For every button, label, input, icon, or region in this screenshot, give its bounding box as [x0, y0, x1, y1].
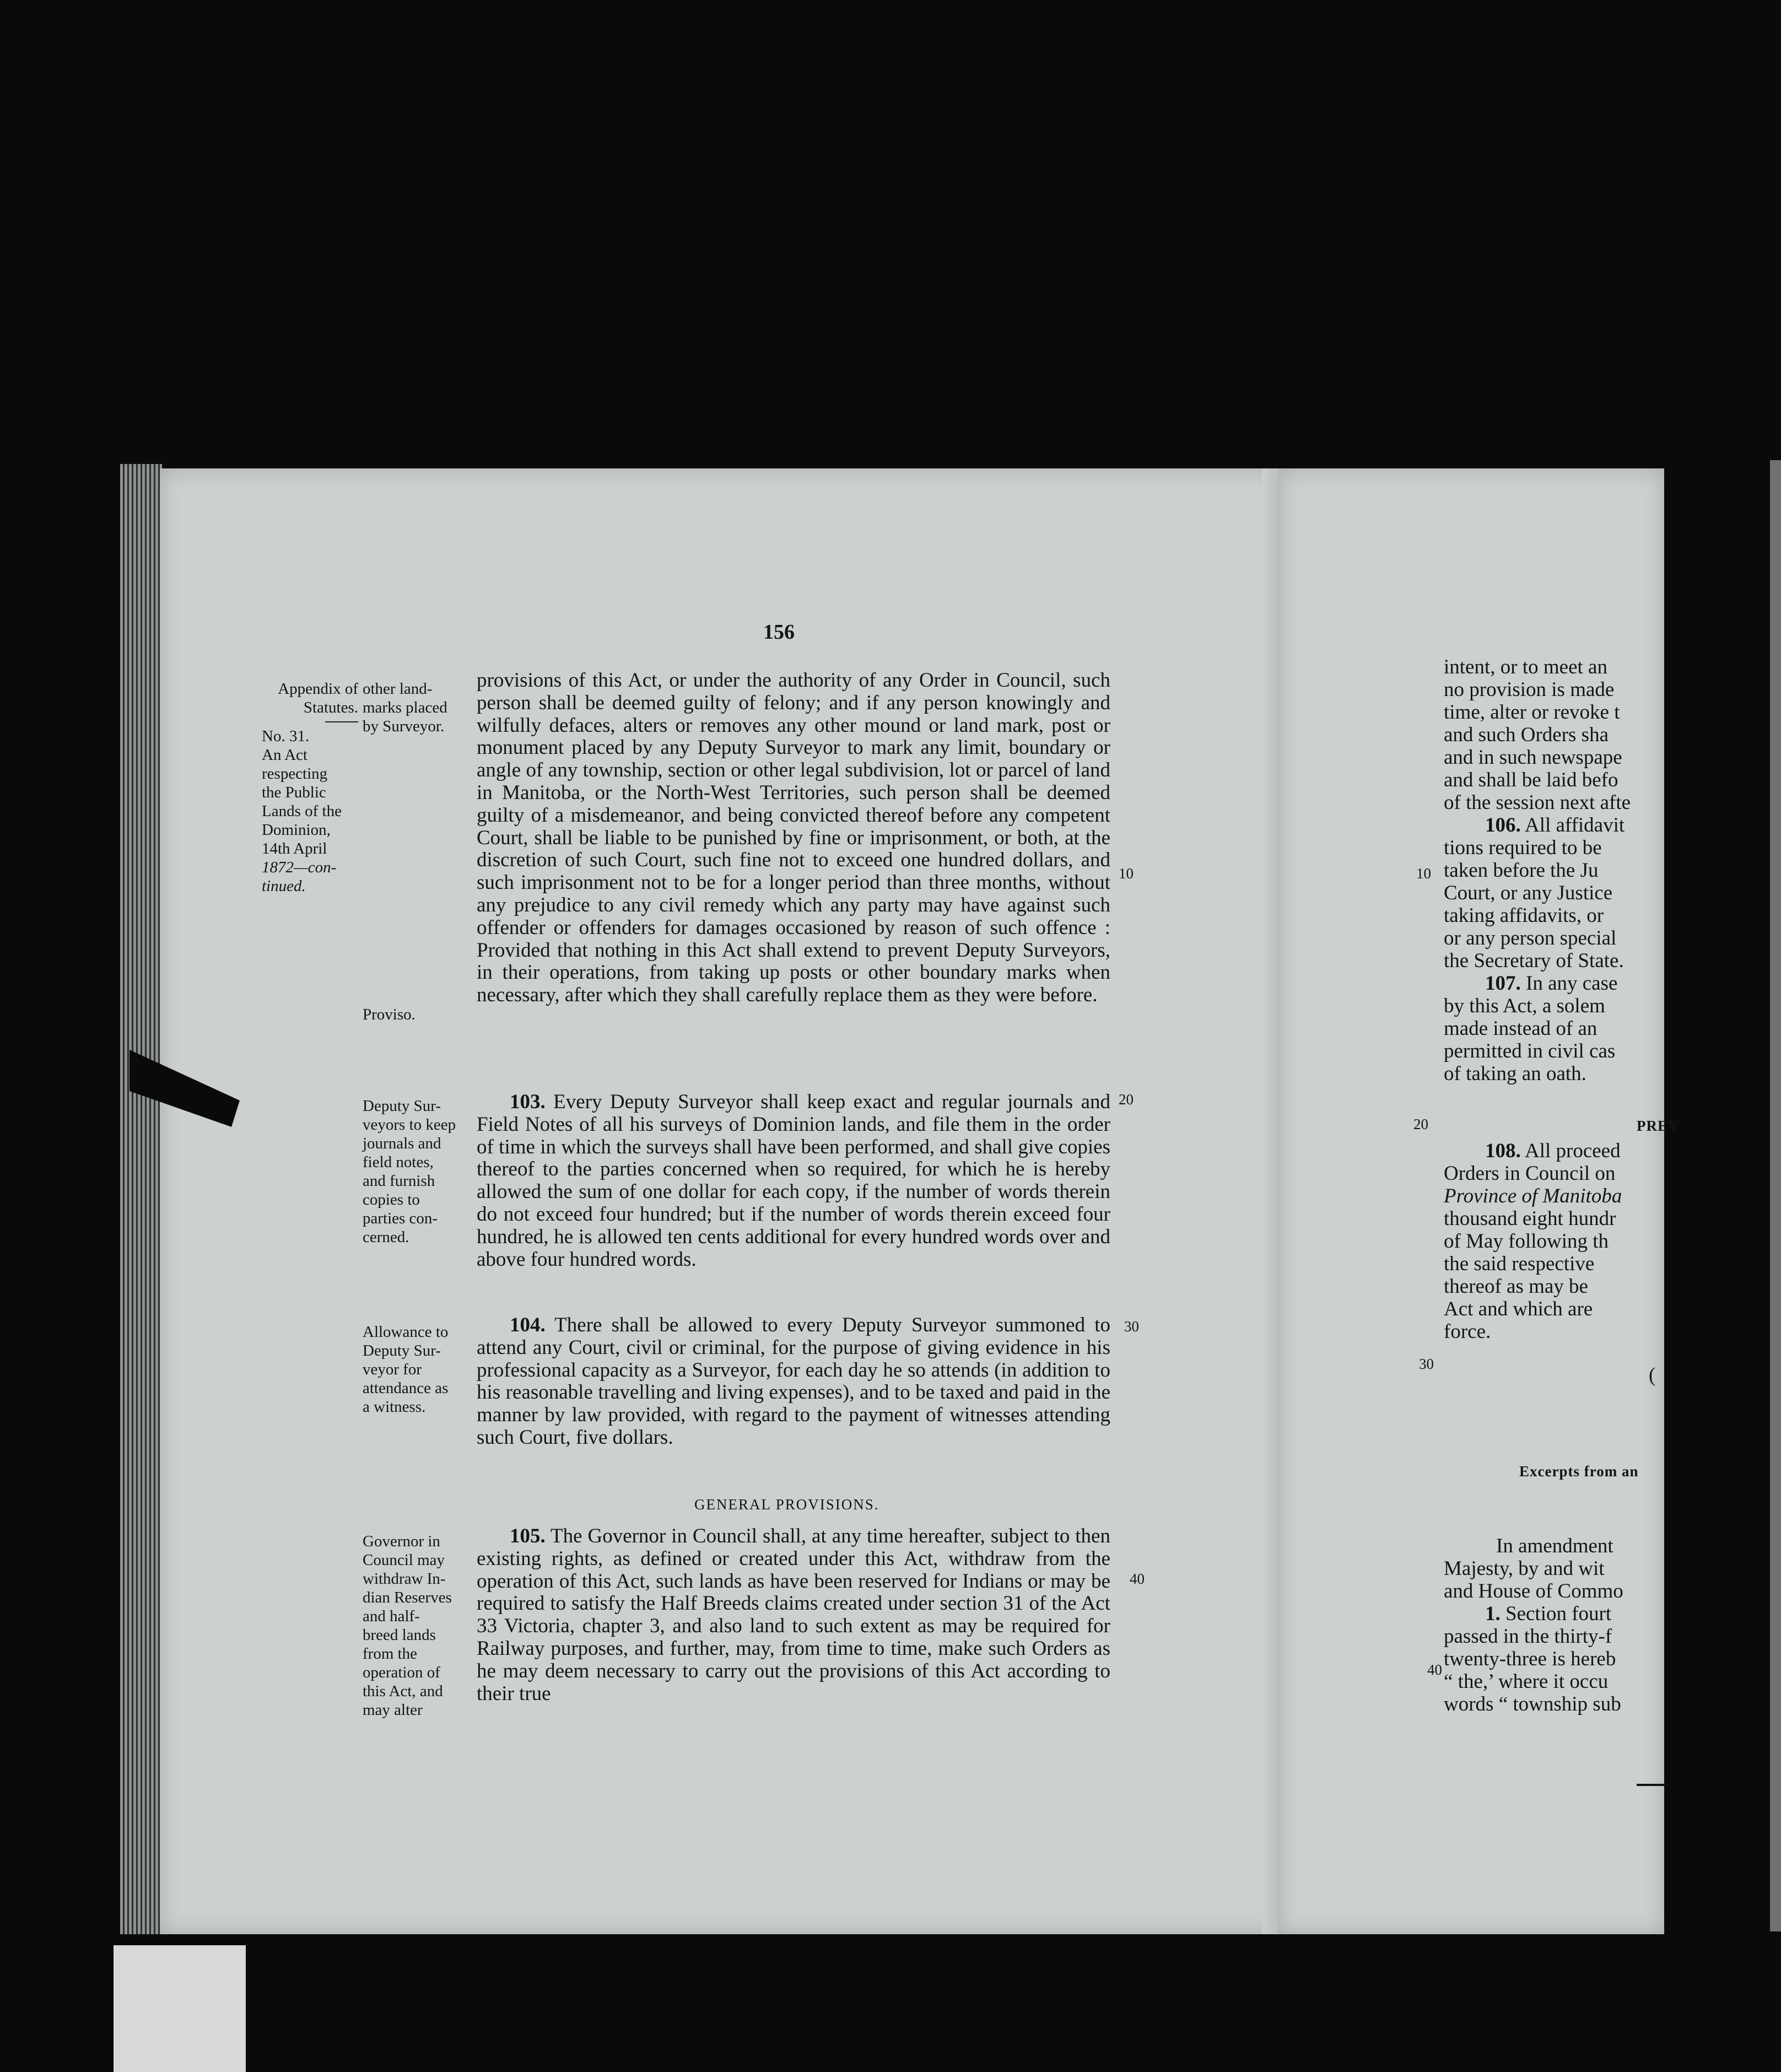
side-note-line: marks placed: [363, 699, 447, 716]
section-number: 103.: [510, 1091, 546, 1113]
margin-rule: [325, 721, 358, 722]
right-line: force.: [1444, 1320, 1491, 1343]
right-paren-partial: (: [1649, 1364, 1656, 1386]
right-line: by this Act, a solem: [1444, 995, 1605, 1017]
page-edges: [120, 464, 162, 1934]
side-note-line: dian Reserves: [363, 1589, 452, 1606]
side-note-line: from the: [363, 1645, 418, 1663]
right-line: [1444, 1140, 1622, 1162]
right-line: intent, or to meet an: [1444, 656, 1607, 678]
right-text-block: [1444, 656, 1631, 1085]
section-103: [477, 1091, 1110, 1271]
section-number: 108.: [1485, 1140, 1521, 1162]
act-ref-line: No. 31.: [262, 727, 310, 745]
right-line: words “ township sub: [1444, 1693, 1621, 1715]
line-number: 20: [1119, 1091, 1134, 1108]
right-line: [1444, 1535, 1623, 1557]
side-note-journals: [363, 1097, 456, 1247]
right-line: [1444, 972, 1631, 995]
line-number: 40: [1130, 1571, 1145, 1587]
side-note-line: Proviso.: [363, 1006, 415, 1023]
side-note-line: veyors to keep: [363, 1116, 456, 1134]
right-line-text: All proceed: [1524, 1140, 1621, 1162]
right-line: Court, or any Justice: [1444, 882, 1613, 904]
right-line: of taking an oath.: [1444, 1062, 1586, 1085]
act-reference: [262, 727, 358, 895]
right-line: Province of Manitoba: [1444, 1185, 1622, 1207]
right-line: taking affidavits, or: [1444, 904, 1604, 927]
right-line: twenty-three is hereb: [1444, 1648, 1616, 1670]
section-number: 105.: [510, 1525, 546, 1547]
side-note-line: field notes,: [363, 1153, 434, 1171]
side-note-governor: [363, 1532, 452, 1719]
page-number: 156: [763, 620, 795, 644]
line-number: 40: [1427, 1661, 1442, 1678]
right-line: or any person special: [1444, 927, 1617, 949]
side-note-line: parties con-: [363, 1210, 438, 1227]
side-note-line: Council may: [363, 1551, 445, 1569]
side-note-line: a witness.: [363, 1398, 426, 1416]
next-page-edge: [1770, 460, 1781, 1931]
side-note-proviso: [363, 1005, 415, 1024]
right-text-block: [1444, 1140, 1622, 1343]
right-rule: [1637, 1784, 1670, 1786]
side-note-line: copies to: [363, 1191, 420, 1208]
side-note-landmarks: [363, 679, 447, 736]
right-line: [1444, 814, 1631, 837]
right-line: Act and which are: [1444, 1298, 1593, 1320]
right-line: and shall be laid befo: [1444, 769, 1618, 791]
section-number: 1.: [1485, 1602, 1501, 1625]
side-note-line: Allowance to: [363, 1323, 449, 1341]
right-line: [1444, 1602, 1623, 1625]
appendix-margin-note: [256, 679, 358, 895]
act-ref-line: Lands of the: [262, 802, 342, 820]
right-line: taken before the Ju: [1444, 859, 1599, 882]
act-ref-line: 14th April: [262, 840, 327, 857]
side-note-line: attendance as: [363, 1379, 449, 1397]
side-note-line: breed lands: [363, 1626, 436, 1644]
side-note-line: cerned.: [363, 1228, 409, 1246]
side-note-line: other land-: [363, 680, 433, 698]
side-note-line: journals and: [363, 1135, 441, 1152]
right-line: of the session next afte: [1444, 791, 1631, 814]
appendix-label: Appendix of: [278, 680, 358, 698]
side-note-line: and half-: [363, 1607, 420, 1625]
side-note-line: Governor in: [363, 1533, 440, 1550]
right-line: permitted in civil cas: [1444, 1040, 1616, 1062]
act-ref-line: the Public: [262, 784, 326, 801]
right-page-text: [1278, 468, 1680, 1934]
act-ref-line: tinued.: [262, 877, 306, 895]
act-ref-line: 1872—con-: [262, 859, 337, 876]
right-line: no provision is made: [1444, 678, 1615, 701]
line-number: 10: [1119, 865, 1134, 882]
right-line: tions required to be: [1444, 837, 1602, 859]
section-104: [477, 1314, 1110, 1449]
side-note-line: operation of: [363, 1664, 440, 1681]
side-note-line: by Surveyor.: [363, 717, 445, 735]
right-text-block: [1444, 1535, 1623, 1715]
white-tab: [114, 1945, 246, 2072]
line-number: 30: [1419, 1356, 1434, 1372]
right-line: made instead of an: [1444, 1017, 1597, 1040]
right-line: thereof as may be: [1444, 1275, 1588, 1298]
right-line-text: In any case: [1526, 972, 1618, 995]
side-note-line: Deputy Sur-: [363, 1097, 441, 1115]
right-line-text: All affidavit: [1524, 814, 1625, 837]
section-number: 104.: [510, 1314, 546, 1336]
right-line-text: In amendment: [1496, 1535, 1613, 1557]
right-heading-partial: PREV: [1637, 1118, 1680, 1134]
act-ref-line: An Act: [262, 746, 307, 764]
right-line: Orders in Council on: [1444, 1162, 1616, 1185]
right-line: and such Orders sha: [1444, 724, 1609, 746]
right-line: of May following th: [1444, 1230, 1609, 1253]
paragraph-opening: provisions of this Act, or under the authority of any Order in Council, such person shall be deemed guilty of felony; and if any person knowingly and wilfully defaces, alters or removes any other mound or land mark, post or monument placed by any Deputy Surveyor to mark any limit, boundary or angle of any township, section or other legal subdivision, lot or parcel of land in Manitoba, or the North-West Territories, such person shall be deemed guilty of a misdemeanor, and being convicted thereof before any competent Court, shall be liable to be punished by fine or imprisonment, or both, at the discretion of such Court, such fine not to exceed one hundred dollars, and such imprisonment not to be for a longer period than three months, without any prejudice to any civil remedy which any party may have against such offender or offenders for damages occasioned by reason of such offence : Provided that nothing in this Act shall extend to prevent Deputy Surveyors, in their operations, from taking up posts or other boundary marks when necessary, after which they shall carefully replace them as they were before.: [477, 669, 1110, 1007]
section-number: 107.: [1485, 972, 1521, 995]
section-105: [477, 1525, 1110, 1705]
right-line: and in such newspape: [1444, 746, 1622, 769]
side-note-line: this Act, and: [363, 1682, 443, 1700]
section-text: Every Deputy Surveyor shall keep exact and regular journals and Field Notes of all his surveys of Dominion lands, and file them in the order of time in which the surveys shall have been performed, and shall give copies thereof to the parties concerned when so required, for which he is hereby allowed the sum of one dollar for each copy, if the number of words therein do not exceed four hundred; but if the number of words therein exceed four hundred, he is allowed ten cents additional for every hundred words over and above four hundred words.: [477, 1091, 1110, 1271]
right-line: the Secretary of State.: [1444, 949, 1624, 972]
right-line: passed in the thirty-f: [1444, 1625, 1612, 1648]
act-ref-line: respecting: [262, 765, 328, 783]
right-line: thousand eight hundr: [1444, 1207, 1616, 1230]
side-note-line: and furnish: [363, 1172, 435, 1190]
pointer-wedge-icon: [129, 1050, 240, 1132]
section-number: 106.: [1485, 814, 1521, 837]
excerpt-heading: Excerpts from an: [1519, 1463, 1639, 1480]
section-text: The Governor in Council shall, at any time hereafter, subject to then existing rights, as defined or created under this Act, withdraw from the operation of this Act, such lands as have been reserved for Indians or may be required to satisfy the Half Breeds claims created under section 31 of the Act 33 Victoria, chapter 3, and also land to such extent as may be required for Railway purposes, and further, may, from time to time, make such Orders as he may deem necessary to carry out the provisions of this Act according to their true: [477, 1525, 1110, 1705]
side-note-line: may alter: [363, 1701, 423, 1719]
line-number: 10: [1416, 865, 1431, 882]
line-number: 30: [1124, 1318, 1139, 1335]
section-text: There shall be allowed to every Deputy Surveyor summoned to attend any Court, civil or criminal, for the purpose of giving evidence in his professional capacity as a Surveyor, for each day he so attends (in addition to his reasonable travelling and living expenses), and to be taxed and paid in the manner by law provided, with regard to the payment of witnesses attending such Court, five dollars.: [477, 1314, 1110, 1449]
side-note-line: withdraw In-: [363, 1570, 446, 1588]
act-ref-line: Dominion,: [262, 821, 331, 839]
appendix-label-2: Statutes.: [303, 699, 358, 716]
right-line: “ the,’ where it occu: [1444, 1670, 1609, 1693]
side-note-line: veyor for: [363, 1361, 422, 1378]
side-note-allowance: [363, 1323, 448, 1416]
right-line-text: Section fourt: [1505, 1602, 1612, 1625]
right-line: Majesty, by and wit: [1444, 1557, 1605, 1580]
right-line: time, alter or revoke t: [1444, 701, 1620, 724]
right-line: the said respective: [1444, 1253, 1595, 1275]
section-heading: GENERAL PROVISIONS.: [694, 1496, 879, 1513]
right-line: and House of Commo: [1444, 1580, 1623, 1602]
line-number: 20: [1413, 1116, 1428, 1132]
side-note-line: Deputy Sur-: [363, 1342, 441, 1359]
